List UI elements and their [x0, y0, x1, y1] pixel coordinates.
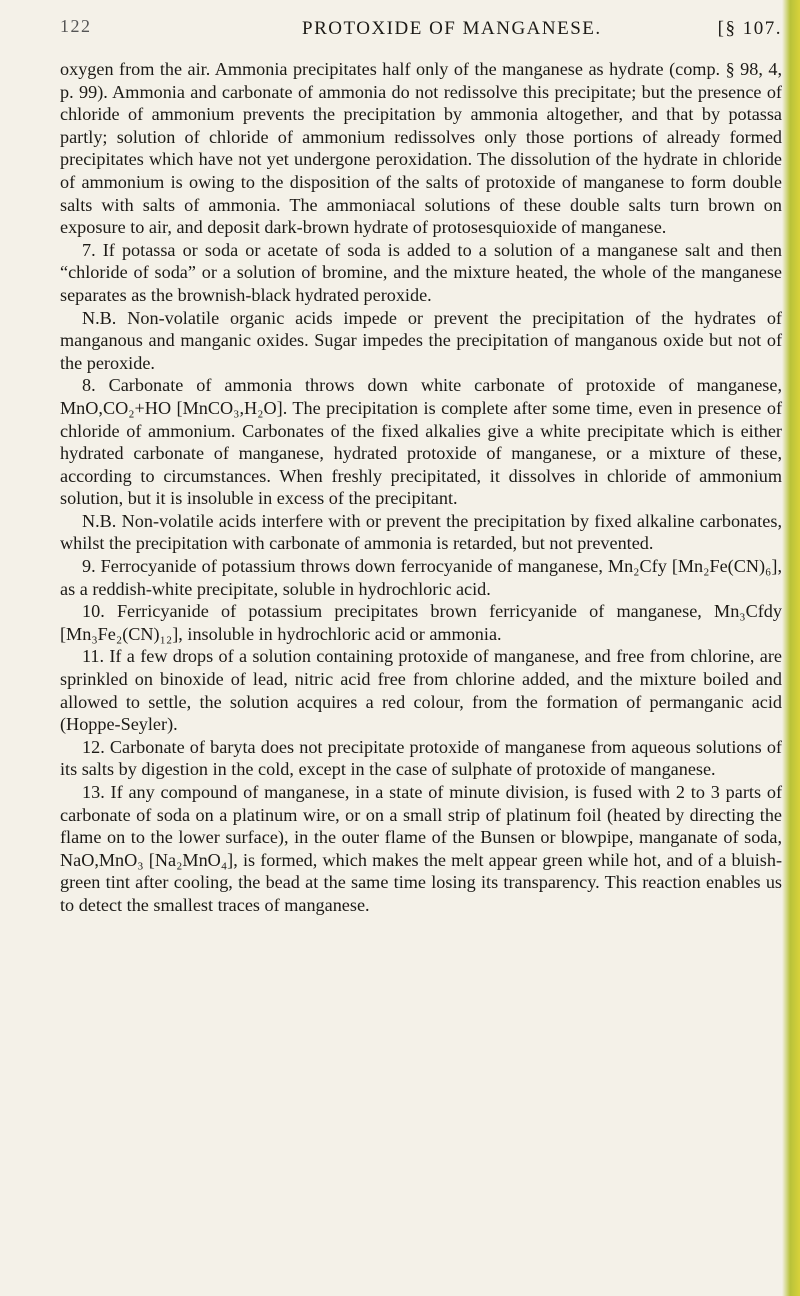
running-head: PROTOXIDE OF MANGANESE. [302, 18, 602, 39]
page-number: 122 [60, 16, 92, 36]
paragraph-8: 8. Carbonate of ammonia throws down white carbonate of protoxide of manganese, MnO,CO₂+HO [MnCO₃,H₂O]. The precipitation is complete after some time, even in presence of chloride of ammonium. Carbonates of the fixed alkalies give a white precipitate which is either hydrated carbonate of manganese, hydrated protoxide of manganese, or a mixture of these, according to circumstances. When freshly precipitated, it dissolves in chloride of ammonium solution, but it is insoluble in excess of the precipitant. [60, 375, 782, 509]
book-page [60, 16, 782, 917]
paragraph-6-continued: oxygen from the air. Ammonia precipitates half only of the manganese as hydrate (comp. § 98, 4, p. 99). Ammonia and carbonate of ammonia do not redissolve this precipitate; but the presence of chloride of ammonium prevents the precipitation by ammonia altogether, and that by potassa partly; solution of chloride of ammonium redissolves only those portions of already formed precipitates which have not yet undergone peroxidation. The dissolution of the hydrate in chloride of ammonium is owing to the disposition of the salts of protoxide of manganese to form double salts with salts of ammonia. The ammoniacal solutions of these double salts turn brown on exposure to air, and deposit dark-brown hydrate of protosesquioxide of manganese. [60, 59, 782, 238]
page-edge [782, 0, 800, 1296]
paragraph-11: 11. If a few drops of a solution containing protoxide of manganese, and free from chlorine, are sprinkled on binoxide of lead, nitric acid free from chlorine added, and the mixture boiled and allowed to settle, the solution acquires a red colour, from the formation of permanganic acid (Hoppe-Seyler). [60, 646, 782, 735]
note-8: N.B. Non-volatile acids interfere with or prevent the precipitation by fixed alkaline carbonates, whilst the precipitation with carbonate of ammonia is retarded, but not prevented. [60, 510, 782, 554]
paragraph-10: 10. Ferricyanide of potassium precipitates brown ferricyanide of manganese, Mn₃Cfdy [Mn₃Fe₂(CN)₁₂], insoluble in hydrochloric acid or ammonia. [60, 601, 782, 644]
paragraph-13: 13. If any compound of manganese, in a state of minute division, is fused with 2 to 3 parts of carbonate of soda on a platinum wire, or on a small strip of platinum foil (heated by directing the flame on to the lower surface), in the outer flame of the Bunsen or blowpipe, manganate of soda, NaO,MnO₃ [Na₂MnO₄], is formed, which makes the melt appear green while hot, and of a bluish-green tint after cooling, the bead at the same time losing its transparency. This reaction enables us to detect the smallest traces of manganese. [60, 782, 782, 915]
body-text [60, 58, 782, 917]
paragraph-9: 9. Ferrocyanide of potassium throws down ferrocyanide of manganese, Mn₂Cfy [Mn₂Fe(CN)₆], as a reddish-white precipitate, soluble in hydrochloric acid. [60, 556, 782, 599]
section-reference: [§ 107. [717, 18, 782, 39]
note-7: N.B. Non-volatile organic acids impede or prevent the precipitation of the hydrates of manganous and manganic oxides. Sugar impedes the precipitation of manganous oxide but not of the peroxide. [60, 307, 782, 373]
paragraph-7: 7. If potassa or soda or acetate of soda is added to a solution of a manganese salt and then “chloride of soda” or a solution of bromine, and the mixture heated, the whole of the manganese separates as the brownish-black hydrated peroxide. [60, 239, 782, 305]
page-header [60, 16, 782, 46]
paragraph-12: 12. Carbonate of baryta does not precipitate protoxide of manganese from aqueous solutions of its salts by digestion in the cold, except in the case of sulphate of protoxide of manganese. [60, 736, 782, 780]
